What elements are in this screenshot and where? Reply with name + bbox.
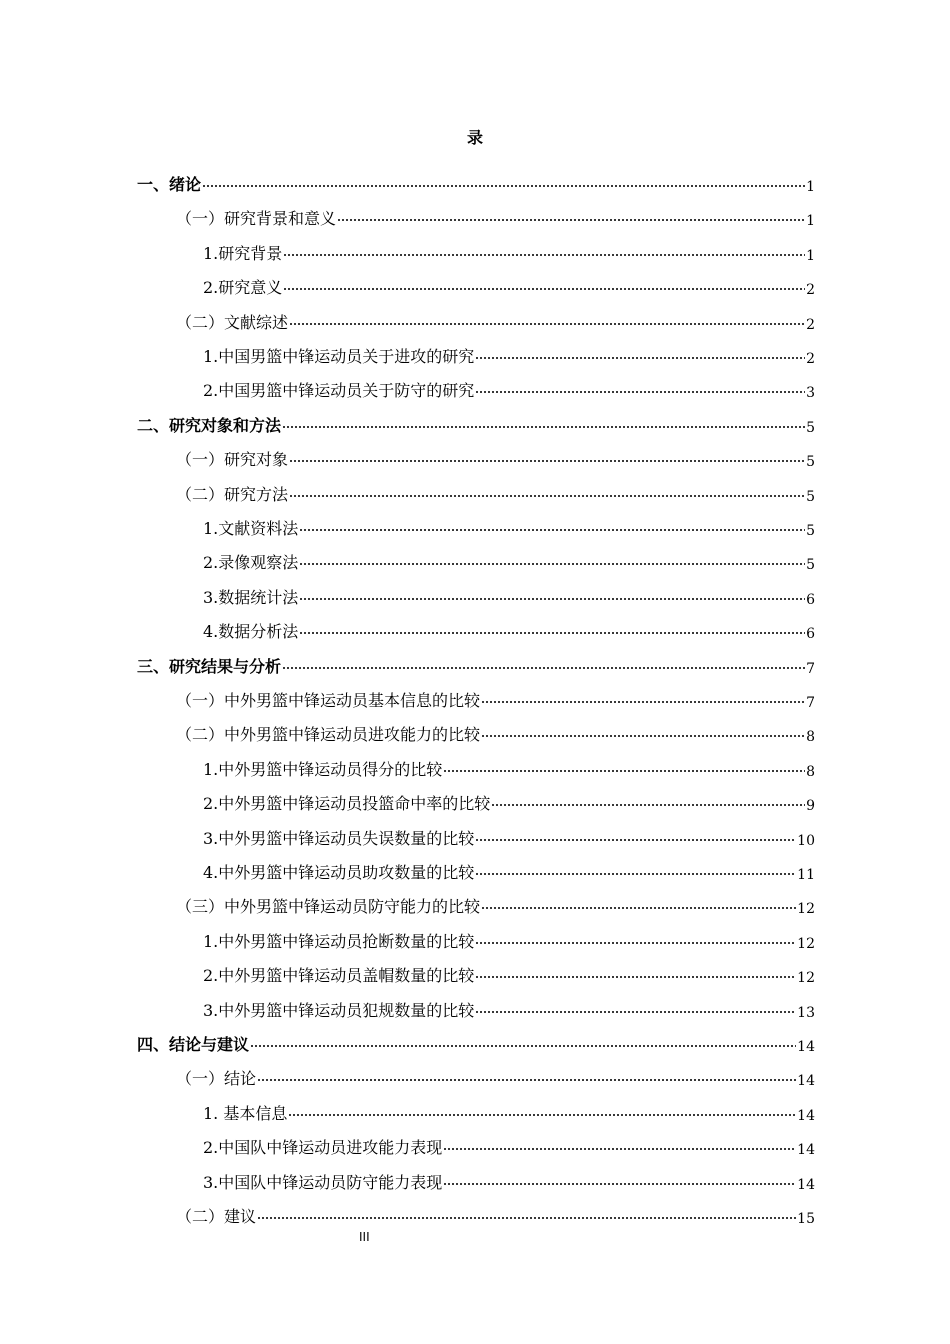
toc-entry-level-3[interactable] — [203, 543, 815, 573]
toc-entry-page-number: 9 — [806, 798, 815, 815]
toc-entry-page-number: 3 — [806, 385, 815, 402]
toc-entry-title: 2.中外男篮中锋运动员盖帽数量的比较 — [203, 966, 475, 986]
toc-entry-title: （三）中外男篮中锋运动员防守能力的比较 — [176, 897, 481, 917]
toc-dot-leader — [257, 1216, 796, 1220]
toc-entry-title: 2.中外男篮中锋运动员投篮命中率的比较 — [203, 794, 491, 814]
page-number: III — [359, 1230, 370, 1244]
toc-entry-title: 2.研究意义 — [203, 278, 283, 298]
toc-entry-title: （二）研究方法 — [176, 484, 289, 504]
toc-entry-level-2[interactable] — [176, 199, 815, 229]
toc-dot-leader — [443, 769, 805, 773]
toc-entry-page-number: 8 — [806, 763, 815, 780]
toc-entry-page-number: 14 — [797, 1073, 815, 1090]
toc-entry-title: 1.中外男篮中锋运动员得分的比较 — [203, 759, 443, 779]
toc-entry-level-3[interactable] — [203, 853, 815, 883]
toc-entry-page-number: 12 — [797, 970, 815, 987]
toc-entry-title: 2.录像观察法 — [203, 553, 299, 573]
toc-dot-leader — [289, 322, 805, 326]
toc-entry-page-number: 5 — [806, 454, 815, 471]
toc-entry-level-2[interactable] — [176, 475, 815, 505]
toc-entry-level-3[interactable] — [203, 337, 815, 367]
toc-dot-leader — [481, 700, 805, 704]
toc-entry-page-number: 1 — [806, 213, 815, 230]
toc-dot-leader — [337, 218, 805, 222]
toc-dot-leader — [475, 941, 796, 945]
toc-entry-page-number: 7 — [806, 695, 815, 711]
toc-entry-title: 1.研究背景 — [203, 243, 283, 263]
toc-entry-level-2[interactable] — [176, 715, 815, 745]
toc-entry-level-2[interactable] — [176, 887, 815, 917]
toc-entry-level-3[interactable] — [203, 371, 815, 401]
toc-entry-title: 2.中国队中锋运动员进攻能力表现 — [203, 1138, 443, 1158]
toc-entry-level-3[interactable] — [203, 578, 815, 608]
toc-entry-page-number: 5 — [806, 523, 815, 539]
toc-entry-title: 3.数据统计法 — [203, 587, 299, 607]
toc-entry-title: 一、绪论 — [137, 175, 202, 194]
toc-entry-title: 3.中外男篮中锋运动员犯规数量的比较 — [203, 1000, 475, 1020]
toc-entry-level-3[interactable] — [203, 750, 815, 780]
toc-dot-leader — [299, 631, 805, 635]
toc-entry-level-3[interactable] — [203, 922, 815, 952]
toc-dot-leader — [283, 287, 805, 291]
toc-entry-page-number: 2 — [806, 316, 815, 333]
toc-dot-leader — [475, 975, 796, 979]
toc-entry-level-3[interactable] — [203, 234, 815, 264]
toc-entry-title: （一）结论 — [176, 1069, 257, 1089]
toc-dot-leader — [282, 425, 805, 429]
toc-entry-title: 1.中国男篮中锋运动员关于进攻的研究 — [203, 347, 475, 366]
toc-entry-page-number: 13 — [797, 1004, 815, 1021]
toc-entry-title: （一）研究对象 — [176, 450, 289, 470]
toc-dot-leader — [481, 734, 805, 738]
toc-entry-level-3[interactable] — [203, 268, 815, 298]
toc-entry-page-number: 12 — [797, 901, 815, 918]
toc-entry-level-3[interactable] — [203, 1094, 815, 1124]
toc-entry-level-2[interactable] — [176, 440, 815, 470]
toc-dot-leader — [288, 1113, 796, 1117]
toc-entry-page-number: 14 — [797, 1107, 815, 1124]
toc-entry-level-3[interactable] — [203, 509, 815, 539]
toc-entry-title: 2.中国男篮中锋运动员关于防守的研究 — [203, 381, 475, 401]
toc-entry-title: 4.数据分析法 — [203, 622, 299, 642]
toc-entry-title: 4.中外男篮中锋运动员助攻数量的比较 — [203, 863, 475, 882]
toc-entry-level-2[interactable] — [176, 1197, 815, 1227]
toc-entry-level-1[interactable] — [137, 1025, 815, 1055]
toc-entry-level-2[interactable] — [176, 681, 815, 711]
toc-dot-leader — [299, 597, 805, 601]
toc-dot-leader — [443, 1182, 796, 1186]
toc-entry-page-number: 6 — [806, 591, 815, 608]
toc-entry-level-3[interactable] — [203, 991, 815, 1021]
toc-entry-level-1[interactable] — [137, 647, 815, 677]
toc-entry-title: 四、结论与建议 — [137, 1035, 250, 1054]
toc-entry-title: 1.文献资料法 — [203, 519, 299, 538]
toc-entry-page-number: 14 — [797, 1142, 815, 1159]
toc-entry-title: （一）研究背景和意义 — [176, 209, 337, 229]
toc-entry-page-number: 8 — [806, 729, 815, 746]
toc-entry-level-2[interactable] — [176, 1059, 815, 1089]
toc-entry-level-2[interactable] — [176, 303, 815, 333]
toc-entry-level-3[interactable] — [203, 1163, 815, 1193]
toc-entry-page-number: 10 — [797, 832, 815, 849]
toc-entry-page-number: 1 — [806, 247, 815, 264]
toc-entry-page-number: 14 — [797, 1176, 815, 1193]
toc-title: 录 — [466, 128, 483, 147]
toc-entry-level-1[interactable] — [137, 406, 815, 436]
toc-entry-title: （二）文献综述 — [176, 312, 289, 332]
toc-entry-page-number: 11 — [797, 867, 815, 883]
toc-dot-leader — [475, 872, 796, 876]
toc-entry-level-3[interactable] — [203, 1128, 815, 1158]
toc-dot-leader — [475, 1010, 796, 1014]
toc-dot-leader — [475, 838, 796, 842]
toc-dot-leader — [289, 459, 805, 463]
toc-entry-page-number: 2 — [806, 282, 815, 299]
toc-entry-title: 3.中外男篮中锋运动员失误数量的比较 — [203, 828, 475, 848]
toc-dot-leader — [299, 562, 805, 566]
toc-entry-title: 1. 基本信息 — [203, 1103, 288, 1123]
toc-entry-level-3[interactable] — [203, 956, 815, 986]
toc-entry-page-number: 5 — [806, 488, 815, 505]
toc-entry-title: （二）建议 — [176, 1207, 257, 1226]
toc-entry-title: （一）中外男篮中锋运动员基本信息的比较 — [176, 691, 481, 710]
toc-entry-title: 3.中国队中锋运动员防守能力表现 — [203, 1172, 443, 1192]
toc-entry-page-number: 2 — [806, 351, 815, 367]
toc-entry-page-number: 5 — [806, 557, 815, 574]
toc-entry-title: 1.中外男篮中锋运动员抢断数量的比较 — [203, 931, 475, 951]
toc-entry-page-number: 15 — [797, 1211, 815, 1227]
toc-dot-leader — [283, 253, 805, 257]
toc-dot-leader — [475, 356, 805, 360]
toc-dot-leader — [481, 906, 796, 910]
toc-dot-leader — [257, 1078, 796, 1082]
toc-entry-title: 二、研究对象和方法 — [137, 415, 282, 435]
toc-entry-level-3[interactable] — [203, 612, 815, 642]
toc-entry-level-3[interactable] — [203, 784, 815, 814]
toc-entry-page-number: 14 — [797, 1039, 815, 1055]
toc-entry-level-3[interactable] — [203, 819, 815, 849]
toc-entry-page-number: 12 — [797, 935, 815, 952]
toc-entry-title: 三、研究结果与分析 — [137, 656, 282, 676]
toc-dot-leader — [491, 803, 805, 807]
toc-entry-page-number: 5 — [806, 419, 815, 436]
toc-entry-level-1[interactable] — [137, 165, 815, 195]
toc-dot-leader — [282, 666, 805, 670]
toc-entry-page-number: 7 — [806, 660, 815, 677]
toc-dot-leader — [289, 494, 805, 498]
toc-entry-page-number: 1 — [806, 179, 815, 195]
toc-entry-title: （二）中外男篮中锋运动员进攻能力的比较 — [176, 725, 481, 745]
toc-dot-leader — [250, 1044, 796, 1048]
toc-dot-leader — [475, 390, 805, 394]
toc-dot-leader — [443, 1147, 796, 1151]
toc-dot-leader — [299, 528, 805, 532]
toc-dot-leader — [202, 184, 805, 188]
toc-entry-page-number: 6 — [806, 626, 815, 643]
